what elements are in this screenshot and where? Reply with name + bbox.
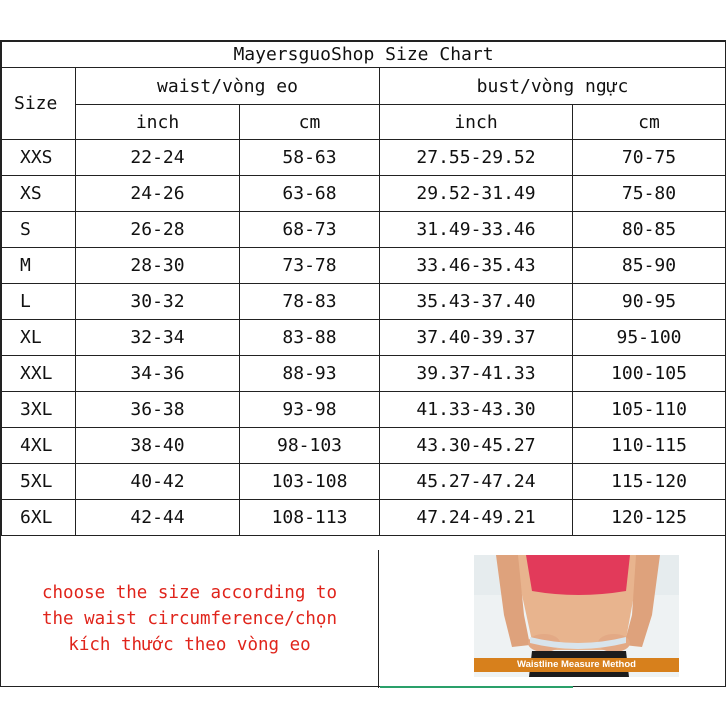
photo-caption: Waistline Measure Method xyxy=(474,658,679,672)
size-cell: S xyxy=(2,212,76,248)
size-advice-note: choose the size according to the waist circumference/chọn kích thước theo vòng eo xyxy=(1,550,379,688)
size-cell: 4XL xyxy=(2,428,76,464)
bust-cm-cell: 75-80 xyxy=(573,176,726,212)
size-header: Size xyxy=(2,68,76,140)
bust-cm-header: cm xyxy=(573,105,726,140)
size-row xyxy=(2,320,726,356)
waist-cm-cell: 88-93 xyxy=(240,356,380,392)
bust-cm-cell: 90-95 xyxy=(573,284,726,320)
size-cell: XXS xyxy=(2,140,76,176)
bottom-section xyxy=(1,550,725,688)
bust-cm-cell: 70-75 xyxy=(573,140,726,176)
bust-inch-cell: 37.40-39.37 xyxy=(380,320,573,356)
size-cell: 6XL xyxy=(2,500,76,536)
size-row xyxy=(2,212,726,248)
waist-inch-cell: 24-26 xyxy=(76,176,240,212)
waist-cm-cell: 83-88 xyxy=(240,320,380,356)
bust-inch-cell: 39.37-41.33 xyxy=(380,356,573,392)
bust-cm-cell: 110-115 xyxy=(573,428,726,464)
size-cell: XXL xyxy=(2,356,76,392)
size-row xyxy=(2,356,726,392)
size-row xyxy=(2,392,726,428)
bust-inch-cell: 43.30-45.27 xyxy=(380,428,573,464)
waist-inch-cell: 28-30 xyxy=(76,248,240,284)
waist-cm-cell: 93-98 xyxy=(240,392,380,428)
size-row xyxy=(2,500,726,536)
size-row xyxy=(2,284,726,320)
bust-cm-cell: 115-120 xyxy=(573,464,726,500)
waist-cm-cell: 98-103 xyxy=(240,428,380,464)
waist-inch-header: inch xyxy=(76,105,240,140)
size-cell: L xyxy=(2,284,76,320)
waist-inch-cell: 42-44 xyxy=(76,500,240,536)
waist-inch-cell: 38-40 xyxy=(76,428,240,464)
bust-cm-cell: 95-100 xyxy=(573,320,726,356)
size-row xyxy=(2,248,726,284)
bust-inch-cell: 31.49-33.46 xyxy=(380,212,573,248)
bust-cm-cell: 80-85 xyxy=(573,212,726,248)
waist-inch-cell: 40-42 xyxy=(76,464,240,500)
waist-cm-cell: 103-108 xyxy=(240,464,380,500)
bust-inch-header: inch xyxy=(380,105,573,140)
bust-cm-cell: 100-105 xyxy=(573,356,726,392)
waist-cm-cell: 108-113 xyxy=(240,500,380,536)
waist-inch-cell: 30-32 xyxy=(76,284,240,320)
waist-cm-cell: 63-68 xyxy=(240,176,380,212)
size-table xyxy=(1,41,726,536)
size-cell: 5XL xyxy=(2,464,76,500)
waist-inch-cell: 32-34 xyxy=(76,320,240,356)
bust-inch-cell: 45.27-47.24 xyxy=(380,464,573,500)
size-cell: 3XL xyxy=(2,392,76,428)
waist-cm-cell: 68-73 xyxy=(240,212,380,248)
bust-cm-cell: 105-110 xyxy=(573,392,726,428)
bust-inch-cell: 33.46-35.43 xyxy=(380,248,573,284)
waist-inch-cell: 22-24 xyxy=(76,140,240,176)
accent-line xyxy=(380,686,573,688)
bust-header: bust/vòng ngực xyxy=(380,68,726,105)
waist-inch-cell: 36-38 xyxy=(76,392,240,428)
bust-inch-cell: 35.43-37.40 xyxy=(380,284,573,320)
size-row xyxy=(2,176,726,212)
size-cell: XS xyxy=(2,176,76,212)
waist-cm-cell: 78-83 xyxy=(240,284,380,320)
bust-inch-cell: 47.24-49.21 xyxy=(380,500,573,536)
waist-cm-header: cm xyxy=(240,105,380,140)
size-cell: XL xyxy=(2,320,76,356)
bust-inch-cell: 29.52-31.49 xyxy=(380,176,573,212)
waist-measure-photo xyxy=(474,555,679,677)
size-row xyxy=(2,464,726,500)
chart-title: MayersguoShop Size Chart xyxy=(2,42,726,68)
bust-cm-cell: 85-90 xyxy=(573,248,726,284)
size-cell: M xyxy=(2,248,76,284)
bust-inch-cell: 27.55-29.52 xyxy=(380,140,573,176)
bust-inch-cell: 41.33-43.30 xyxy=(380,392,573,428)
waist-inch-cell: 34-36 xyxy=(76,356,240,392)
size-chart xyxy=(0,40,726,687)
size-row xyxy=(2,428,726,464)
waist-inch-cell: 26-28 xyxy=(76,212,240,248)
size-row xyxy=(2,140,726,176)
bust-cm-cell: 120-125 xyxy=(573,500,726,536)
waist-cm-cell: 73-78 xyxy=(240,248,380,284)
waist-header: waist/vòng eo xyxy=(76,68,380,105)
waist-cm-cell: 58-63 xyxy=(240,140,380,176)
